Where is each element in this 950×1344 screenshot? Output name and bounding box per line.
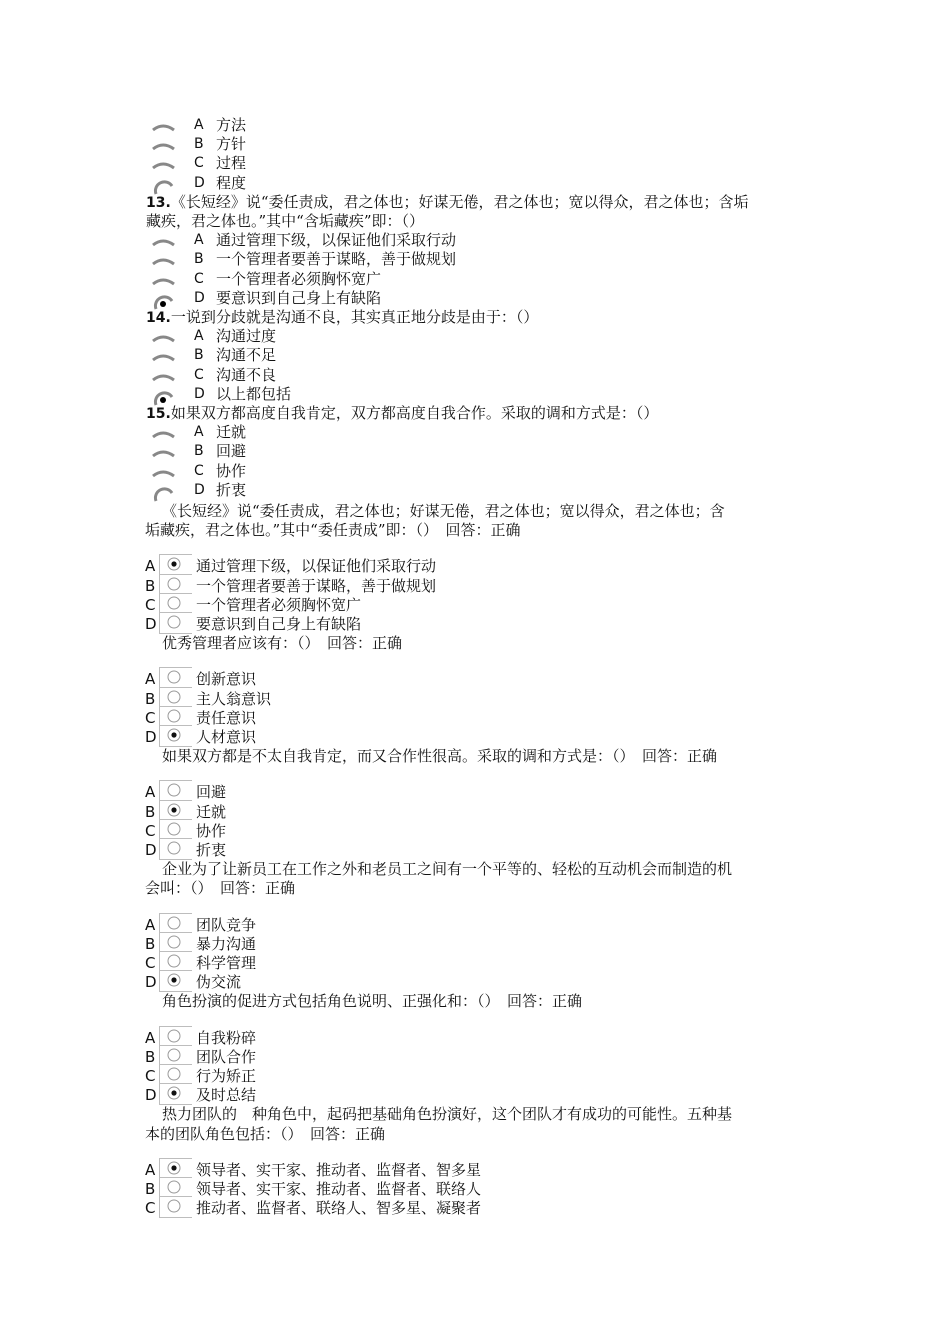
question-text-line: 一说到分歧就是沟通不良，其实真正地分歧是由于：（） — [170, 308, 539, 326]
radio-button[interactable] — [159, 706, 192, 727]
option-text: 协作 — [196, 821, 227, 840]
radio-button[interactable] — [150, 176, 176, 192]
answer-option[interactable] — [145, 1161, 645, 1180]
option-text: 沟通不良 — [216, 365, 277, 384]
radio-selected-icon — [166, 1085, 182, 1101]
radio-icon — [166, 840, 182, 856]
radio-button[interactable] — [150, 156, 176, 172]
question-text: 角色扮演的促进方式包括角色说明、正强化和：（） 回答：正确 — [162, 992, 583, 1011]
question-text-line: 《长短经》说“委任责成，君之体也；好谋无倦，君之体也；宽以得众，君之体也；含垢 — [170, 192, 749, 211]
option-text: 团队竞争 — [196, 915, 257, 934]
question-text-line: 藏疾，君之体也。”其中“含垢藏疾”即：（） — [146, 212, 425, 230]
radio-selected-icon — [166, 1160, 182, 1176]
radio-icon — [166, 915, 182, 931]
radio-selected-icon — [166, 802, 182, 818]
radio-button[interactable] — [150, 464, 176, 480]
option-letter: A — [145, 670, 156, 689]
option-text: 创新意识 — [196, 670, 257, 689]
radio-icon — [166, 934, 182, 950]
radio-icon — [166, 669, 182, 685]
radio-icon — [166, 953, 182, 969]
radio-button[interactable] — [159, 1177, 192, 1198]
option-text: 迁就 — [196, 802, 227, 821]
option-letter: C — [194, 366, 204, 383]
radio-icon — [166, 708, 182, 724]
option-text: 人材意识 — [196, 728, 257, 746]
radio-button[interactable] — [159, 970, 192, 992]
option-text: 沟通过度 — [216, 327, 277, 346]
option-text: 一个管理者要善于谋略，善于做规划 — [196, 576, 437, 595]
option-letter: A — [145, 783, 156, 802]
option-text: 要意识到自己身上有缺陷 — [216, 288, 382, 307]
radio-icon — [166, 595, 182, 611]
radio-button[interactable] — [159, 1158, 192, 1179]
answer-option[interactable] — [145, 1086, 645, 1105]
option-letter: B — [145, 934, 156, 953]
radio-icon — [166, 1198, 182, 1214]
radio-button[interactable] — [159, 687, 192, 708]
option-letter: D — [194, 481, 205, 498]
option-letter: D — [194, 385, 205, 402]
option-text: 自我粉碎 — [196, 1028, 257, 1047]
radio-button[interactable] — [150, 483, 176, 499]
radio-button[interactable] — [159, 951, 192, 972]
answer-option[interactable] — [146, 116, 606, 135]
radio-icon — [150, 118, 176, 134]
radio-button[interactable] — [150, 118, 176, 134]
answer-option[interactable] — [146, 462, 606, 481]
radio-button[interactable] — [159, 1196, 192, 1218]
option-letter: B — [194, 136, 204, 153]
answer-option[interactable] — [145, 1180, 645, 1199]
radio-button[interactable] — [150, 137, 176, 153]
option-letter: C — [194, 270, 204, 287]
option-letter: C — [145, 1199, 156, 1218]
radio-button[interactable] — [150, 252, 176, 268]
option-letter: A — [145, 557, 156, 576]
option-letter: B — [194, 443, 204, 460]
option-letter: D — [145, 728, 157, 746]
answer-option[interactable] — [145, 916, 645, 935]
radio-button[interactable] — [159, 1026, 192, 1047]
option-text: 一个管理者必须胸怀宽广 — [196, 595, 362, 614]
option-text: 责任意识 — [196, 708, 257, 727]
radio-icon — [166, 576, 182, 592]
answer-option[interactable] — [145, 1029, 645, 1048]
option-letter: B — [145, 1180, 156, 1198]
answer-option[interactable] — [146, 270, 606, 289]
option-text: 方法 — [216, 116, 247, 134]
question-text: 本的团队角色包括：（） 回答：正确 — [145, 1124, 386, 1143]
option-letter: D — [194, 289, 205, 306]
answer-option[interactable] — [146, 231, 606, 250]
option-letter: A — [194, 328, 204, 345]
option-text: 程度 — [216, 173, 247, 192]
radio-button[interactable] — [150, 272, 176, 288]
question-text: 会叫：（） 回答：正确 — [145, 879, 296, 898]
option-letter: B — [194, 251, 204, 268]
answer-option[interactable] — [145, 803, 645, 822]
option-text: 迁就 — [216, 423, 247, 442]
radio-button[interactable] — [159, 612, 192, 634]
question-text — [146, 212, 810, 231]
option-text: 领导者、实干家、推动者、监督者、联络人 — [196, 1180, 482, 1198]
option-letter: C — [145, 595, 156, 614]
answer-option[interactable] — [145, 557, 645, 576]
option-text: 一个管理者要善于谋略，善于做规划 — [216, 250, 457, 269]
radio-button[interactable] — [150, 291, 176, 307]
answer-option[interactable] — [145, 728, 645, 747]
radio-icon — [166, 821, 182, 837]
option-text: 行为矫正 — [196, 1067, 257, 1085]
radio-icon — [150, 137, 176, 153]
option-text: 领导者、实干家、推动者、监督者、智多星 — [196, 1160, 482, 1179]
radio-button[interactable] — [159, 932, 192, 953]
option-letter: D — [145, 615, 157, 633]
answer-option[interactable] — [145, 615, 645, 634]
answer-option[interactable] — [146, 366, 606, 385]
question-text: 热力团队的 种角色中，起码把基础角色扮演好，这个团队才有成功的可能性。五种基 — [162, 1105, 733, 1124]
radio-icon — [166, 1066, 182, 1082]
radio-selected-icon — [166, 727, 182, 743]
radio-button[interactable] — [159, 913, 192, 934]
option-letter: A — [145, 915, 156, 934]
answer-option[interactable] — [146, 174, 606, 193]
option-letter: B — [145, 1047, 156, 1066]
radio-icon — [150, 329, 176, 345]
radio-icon — [166, 689, 182, 705]
option-letter: B — [145, 689, 156, 708]
option-letter: B — [194, 347, 204, 364]
question-text — [146, 193, 810, 213]
option-text: 回避 — [196, 783, 227, 802]
radio-icon — [150, 272, 176, 288]
option-text: 以上都包括 — [216, 384, 292, 403]
option-letter: D — [145, 841, 157, 859]
radio-button[interactable] — [159, 725, 192, 747]
question-number: 15. — [146, 406, 171, 422]
radio-button[interactable] — [159, 838, 192, 860]
option-letter: A — [145, 1160, 156, 1179]
radio-icon — [150, 425, 176, 441]
option-text: 通过管理下级，以保证他们采取行动 — [216, 231, 457, 250]
answer-option[interactable] — [145, 841, 645, 860]
radio-button[interactable] — [159, 554, 192, 575]
option-letter: C — [194, 155, 204, 172]
option-letter: C — [145, 954, 156, 972]
radio-icon — [150, 444, 176, 460]
answer-option[interactable] — [146, 327, 606, 346]
question-text — [146, 308, 810, 328]
answer-option[interactable] — [146, 250, 606, 269]
radio-button[interactable] — [159, 1064, 192, 1085]
radio-button[interactable] — [150, 387, 176, 403]
option-text: 要意识到自己身上有缺陷 — [196, 615, 362, 633]
option-letter: A — [194, 232, 204, 249]
answer-option[interactable] — [145, 596, 645, 615]
question-number: 13. — [146, 194, 171, 211]
option-letter: C — [145, 821, 156, 840]
option-text: 团队合作 — [196, 1047, 257, 1066]
option-text: 一个管理者必须胸怀宽广 — [216, 269, 382, 288]
option-letter: C — [145, 1067, 156, 1085]
radio-icon — [166, 1047, 182, 1063]
option-text: 折衷 — [196, 841, 227, 859]
option-text: 沟通不足 — [216, 346, 277, 365]
option-text: 过程 — [216, 154, 247, 173]
radio-button[interactable] — [159, 1045, 192, 1066]
option-text: 科学管理 — [196, 954, 257, 972]
option-letter: A — [194, 424, 204, 441]
answer-option[interactable] — [145, 670, 645, 689]
option-letter: A — [145, 1028, 156, 1047]
question-text-line: 如果双方都高度自我肯定，双方都高度自我合作。采取的调和方式是：（） — [170, 404, 659, 422]
question-text: 优秀管理者应该有：（） 回答：正确 — [162, 634, 403, 653]
radio-button[interactable] — [159, 667, 192, 688]
question-text — [146, 404, 810, 424]
answer-option[interactable] — [146, 442, 606, 461]
radio-button[interactable] — [159, 800, 192, 821]
answer-option[interactable] — [145, 690, 645, 709]
radio-button[interactable] — [150, 444, 176, 460]
answer-option[interactable] — [146, 385, 606, 404]
answer-option[interactable] — [145, 577, 645, 596]
option-letter: D — [145, 1086, 157, 1105]
radio-button[interactable] — [150, 329, 176, 345]
radio-button[interactable] — [150, 348, 176, 364]
option-text: 通过管理下级，以保证他们采取行动 — [196, 557, 437, 576]
question-text: 企业为了让新员工在工作之外和老员工之间有一个平等的、轻松的互动机会而制造的机 — [162, 860, 733, 879]
answer-option[interactable] — [145, 954, 645, 973]
question-text: 如果双方都是不太自我肯定，而又合作性很高。采取的调和方式是：（） 回答：正确 — [162, 747, 718, 766]
answer-option[interactable] — [146, 481, 606, 500]
radio-icon — [150, 464, 176, 480]
answer-option[interactable] — [146, 423, 606, 442]
option-text: 推动者、监督者、联络人、智多星、凝聚者 — [196, 1199, 482, 1218]
radio-icon — [150, 156, 176, 172]
radio-icon — [166, 1179, 182, 1195]
answer-option[interactable] — [145, 709, 645, 728]
radio-icon — [166, 1028, 182, 1044]
radio-button[interactable] — [159, 574, 192, 595]
radio-icon — [150, 348, 176, 364]
option-text: 折衷 — [216, 480, 247, 499]
radio-icon — [150, 252, 176, 268]
answer-option[interactable] — [145, 1199, 645, 1218]
question-number: 14. — [146, 310, 171, 326]
option-letter: D — [145, 973, 157, 992]
option-letter: C — [194, 462, 204, 479]
radio-button[interactable] — [159, 593, 192, 614]
answer-option[interactable] — [145, 783, 645, 802]
question-text: 《长短经》说“委任责成，君之体也；好谋无倦，君之体也；宽以得众，君之体也；含 — [162, 502, 725, 520]
answer-option[interactable] — [146, 346, 606, 365]
option-letter: B — [145, 576, 156, 595]
option-text: 及时总结 — [196, 1086, 257, 1105]
radio-icon — [166, 614, 182, 630]
question-text: 垢藏疾，君之体也。”其中“委任责成”即：（） 回答：正确 — [145, 521, 521, 540]
radio-icon — [150, 233, 176, 249]
option-letter: B — [145, 802, 156, 821]
answer-option[interactable] — [145, 973, 645, 992]
radio-button[interactable] — [159, 819, 192, 840]
radio-button[interactable] — [159, 780, 192, 801]
radio-icon — [166, 782, 182, 798]
radio-selected-icon — [166, 972, 182, 988]
answer-option[interactable] — [146, 135, 606, 154]
answer-option[interactable] — [145, 1048, 645, 1067]
radio-button[interactable] — [159, 1083, 192, 1105]
option-text: 暴力沟通 — [196, 934, 257, 953]
answer-option[interactable] — [146, 154, 606, 173]
answer-option[interactable] — [145, 822, 645, 841]
radio-icon — [150, 368, 176, 384]
answer-option[interactable] — [145, 1067, 645, 1086]
option-text: 回避 — [216, 442, 247, 461]
radio-button[interactable] — [150, 425, 176, 441]
option-letter: C — [145, 708, 156, 727]
answer-option[interactable] — [145, 935, 645, 954]
option-text: 协作 — [216, 461, 247, 480]
option-text: 主人翁意识 — [196, 689, 272, 708]
radio-selected-icon — [166, 556, 182, 572]
radio-button[interactable] — [150, 233, 176, 249]
option-letter: A — [194, 117, 204, 133]
option-letter: D — [194, 174, 205, 191]
radio-button[interactable] — [150, 368, 176, 384]
option-text: 伪交流 — [196, 973, 242, 992]
option-text: 方针 — [216, 135, 247, 154]
answer-option[interactable] — [146, 289, 606, 308]
